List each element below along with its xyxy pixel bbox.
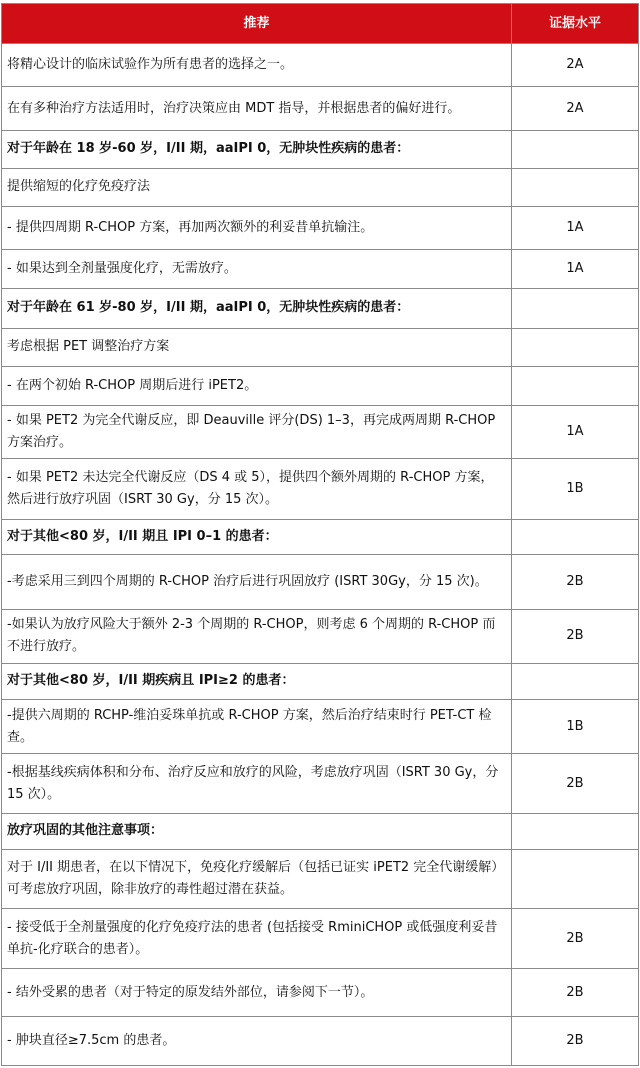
- evidence-level: 1A: [512, 206, 639, 249]
- evidence-level: [512, 849, 639, 909]
- recommendation-text: 在有多种治疗方法适用时，治疗决策应由 MDT 指导，并根据患者的偏好进行。: [2, 87, 512, 130]
- recommendation-text: - 肿块直径≥7.5cm 的患者。: [2, 1016, 512, 1065]
- recommendation-text: - 在两个初始 R-CHOP 周期后进行 iPET2。: [2, 366, 512, 405]
- table-row: [2, 44, 639, 87]
- evidence-level: 1A: [512, 250, 639, 289]
- section-heading-row: [2, 130, 639, 168]
- section-heading: 对于年龄在 61 岁-80 岁，I/II 期，aaIPI 0，无肿块性疾病的患者：: [2, 289, 512, 328]
- recommendation-text: - 结外受累的患者（对于特定的原发结外部位，请参阅下一节）。: [2, 969, 512, 1017]
- section-heading-row: [2, 664, 639, 700]
- table-row: [2, 206, 639, 249]
- evidence-level: [512, 328, 639, 366]
- section-heading: 对于年龄在 18 岁-60 岁，I/II 期，aaIPI 0，无肿块性疾病的患者：: [2, 130, 512, 168]
- table-row: [2, 405, 639, 458]
- recommendation-text: - 提供四周期 R-CHOP 方案，再加两次额外的利妥昔单抗输注。: [2, 206, 512, 249]
- table-row: [2, 609, 639, 663]
- recommendation-text: 对于 I/II 期患者，在以下情况下，免疫化疗缓解后（包括已证实 iPET2 完全代谢缓解）可考虑放疗巩固，除非放疗的毒性超过潜在获益。: [2, 849, 512, 909]
- evidence-level: [512, 813, 639, 849]
- evidence-level: 2B: [512, 1016, 639, 1065]
- table-body: [2, 44, 639, 1066]
- table-row: [2, 328, 639, 366]
- section-heading: 对于其他<80 岁，I/II 期疾病且 IPI≥2 的患者：: [2, 664, 512, 700]
- evidence-level: [512, 519, 639, 555]
- table-row: [2, 87, 639, 130]
- table-row: [2, 250, 639, 289]
- recommendation-header: 推荐: [2, 4, 512, 44]
- recommendation-text: 将精心设计的临床试验作为所有患者的选择之一。: [2, 44, 512, 87]
- recommendation-text: -如果认为放疗风险大于额外 2-3 个周期的 R-CHOP，则考虑 6 个周期的 R-CHOP 而不进行放疗。: [2, 609, 512, 663]
- recommendation-text: - 如果达到全剂量强度化疗，无需放疗。: [2, 250, 512, 289]
- recommendation-text: -提供六周期的 RCHP-维泊妥珠单抗或 R-CHOP 方案，然后治疗结束时行 PET-CT 检查。: [2, 699, 512, 753]
- section-heading-row: [2, 519, 639, 555]
- table-row: [2, 849, 639, 909]
- table-row: [2, 699, 639, 753]
- evidence-level: [512, 130, 639, 168]
- recommendation-text: - 接受低于全剂量强度的化疗免疫疗法的患者 (包括接受 RminiCHOP 或低强度利妥昔单抗-化疗联合的患者）。: [2, 909, 512, 969]
- table-row: [2, 754, 639, 814]
- recommendation-text: -根据基线疾病体积和分布、治疗反应和放疗的风险，考虑放疗巩固（ISRT 30 Gy，分 15 次）。: [2, 754, 512, 814]
- evidence-level-header: 证据水平: [512, 4, 639, 44]
- table-row: [2, 458, 639, 519]
- evidence-level: 2B: [512, 555, 639, 609]
- recommendation-text: -考虑采用三到四个周期的 R-CHOP 治疗后进行巩固放疗 (ISRT 30Gy，分 15 次)。: [2, 555, 512, 609]
- evidence-level: [512, 289, 639, 328]
- table-row: [2, 1016, 639, 1065]
- evidence-level: 2A: [512, 87, 639, 130]
- table-row: [2, 969, 639, 1017]
- evidence-level: 1B: [512, 699, 639, 753]
- recommendation-text: 考虑根据 PET 调整治疗方案: [2, 328, 512, 366]
- evidence-level: [512, 168, 639, 206]
- evidence-level: 1A: [512, 405, 639, 458]
- evidence-level: 2A: [512, 44, 639, 87]
- table-row: [2, 909, 639, 969]
- evidence-level: 2B: [512, 909, 639, 969]
- section-heading: 对于其他<80 岁，I/II 期且 IPI 0–1 的患者：: [2, 519, 512, 555]
- evidence-level: 2B: [512, 609, 639, 663]
- section-heading-row: [2, 289, 639, 328]
- table-header-row: [2, 4, 639, 44]
- evidence-level: [512, 664, 639, 700]
- evidence-level: 2B: [512, 969, 639, 1017]
- recommendation-text: - 如果 PET2 未达完全代谢反应（DS 4 或 5），提供四个额外周期的 R-CHOP 方案，然后进行放疗巩固（ISRT 30 Gy，分 15 次）。: [2, 458, 512, 519]
- section-heading-row: [2, 813, 639, 849]
- section-heading: 放疗巩固的其他注意事项：: [2, 813, 512, 849]
- recommendation-table: [1, 3, 639, 1066]
- evidence-level: 2B: [512, 754, 639, 814]
- table-row: [2, 555, 639, 609]
- recommendation-text: 提供缩短的化疗免疫疗法: [2, 168, 512, 206]
- evidence-level: [512, 366, 639, 405]
- evidence-level: 1B: [512, 458, 639, 519]
- table-row: [2, 366, 639, 405]
- recommendation-text: - 如果 PET2 为完全代谢反应，即 Deauville 评分(DS) 1–3，再完成两周期 R-CHOP 方案治疗。: [2, 405, 512, 458]
- table-row: [2, 168, 639, 206]
